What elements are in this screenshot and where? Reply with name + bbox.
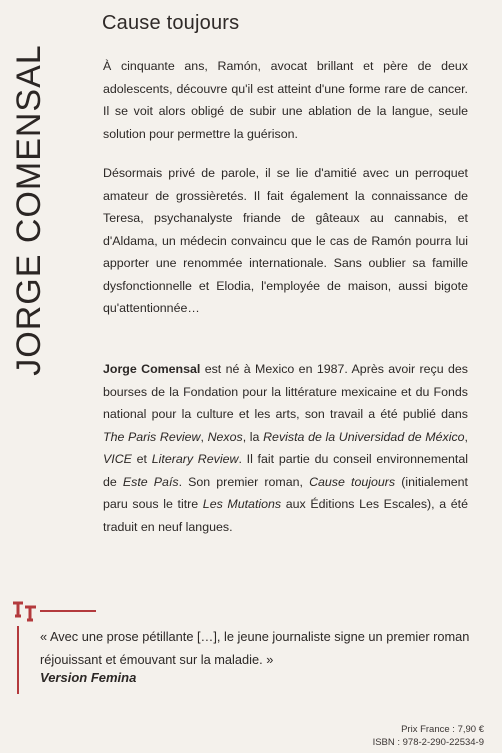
bio-publication: Literary Review — [151, 452, 239, 466]
press-quote-source: Version Femina — [40, 670, 137, 685]
bio-text: et — [131, 452, 152, 466]
accent-vertical-line — [17, 626, 19, 694]
press-quote: « Avec une prose pétillante […], le jeune journaliste signe un premier roman réjouissant et émouvant sur la maladie. » — [40, 629, 470, 667]
bio-original-title: Les Mutations — [202, 497, 282, 511]
bio-text: , — [200, 429, 208, 444]
bio-publication: Este País — [122, 474, 179, 489]
summary-paragraph-2: Désormais privé de parole, il se lie d'amitié avec un perroquet amateur de grossièretés. Il fait également la connaissance de Teresa, psychanalyste friande de gâteaux au cannabis, et d'Aldama, un médecin convaincu que le cas de Ramón pourra lui apporter une renommée internationale. Sans oublier sa famille dysfonctionnelle et Elodia, l'employée de maison, aussi bigote qu'attentionnée… — [103, 166, 468, 315]
bio-publication: Revista de la Universidad de México — [263, 429, 465, 444]
price-label: Prix France : 7,90 € — [401, 724, 484, 735]
book-title: Cause toujours — [102, 12, 240, 34]
bio-publication: VICE — [103, 452, 132, 466]
bio-text: (initialement paru sous le titre — [103, 474, 468, 511]
summary-paragraph-1: À cinquante ans, Ramón, avocat brillant et père de deux adolescents, découvre qu'il est atteint d'une forme rare de cancer. Il se voit alors obligé de subir une ablation de la langue, seule solution pour permettre la guérison. — [103, 59, 468, 141]
bio-text: aux Éditions Les Escales), a été traduit en neuf langues. — [103, 497, 469, 534]
bio-text: , la — [242, 429, 264, 444]
isbn-label: ISBN : 978-2-290-22534-9 — [372, 737, 484, 748]
bio-book-title: Cause toujours — [309, 474, 396, 489]
accent-horizontal-rule — [40, 610, 96, 612]
publisher-logo-icon — [12, 600, 38, 622]
bio-publication: The Paris Review — [103, 429, 201, 444]
bio-text: . Son premier roman, — [178, 474, 310, 489]
bio-author-name: Jorge Comensal — [103, 362, 201, 376]
bio-text: est né à Mexico en 1987. Après avoir reçu des bourses de la Fondation pour la littérature mexicaine et du Fonds national pour la culture et les arts, son travail a été publié dans — [103, 362, 468, 421]
author-bio — [103, 358, 468, 538]
bio-text: , — [464, 429, 468, 444]
bio-text: . Il fait partie du conseil environnemental de — [103, 452, 469, 489]
author-name-vertical: JORGE COMENSAL — [10, 44, 48, 376]
bio-publication: Nexos — [207, 429, 243, 444]
